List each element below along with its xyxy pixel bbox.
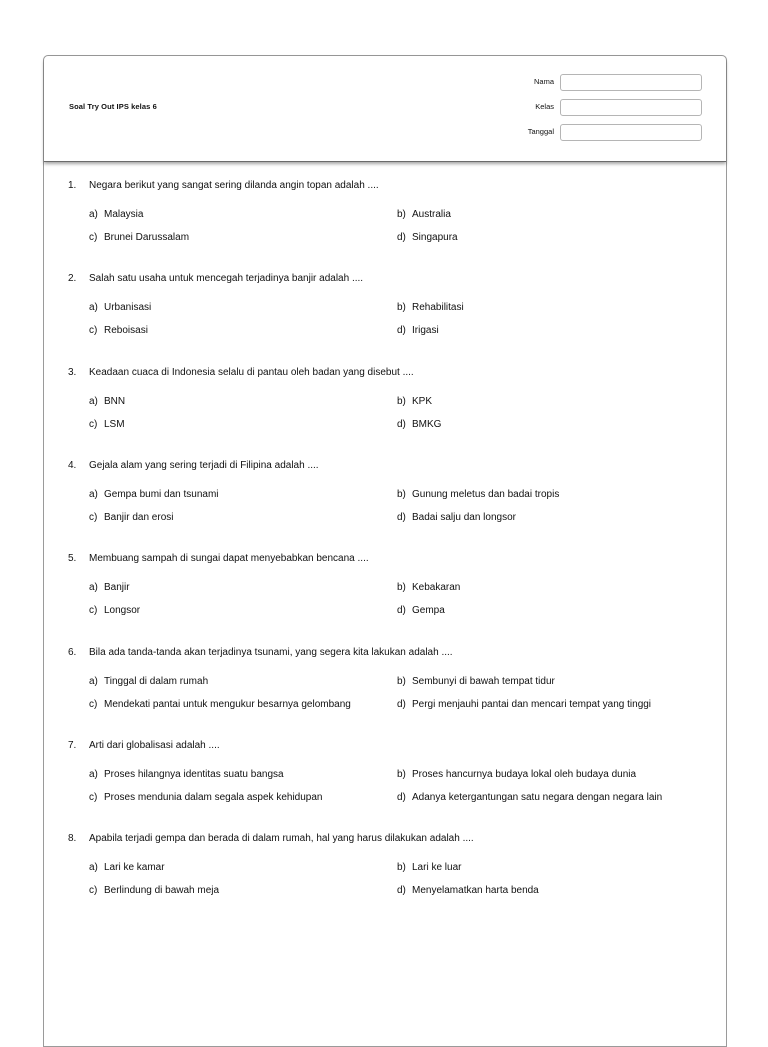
option-text: Malaysia bbox=[104, 209, 144, 220]
question-text bbox=[68, 833, 474, 844]
option-text: Urbanisasi bbox=[104, 302, 152, 314]
option-text: Reboisasi bbox=[104, 325, 148, 337]
question-text bbox=[68, 647, 453, 658]
answer-option[interactable] bbox=[89, 605, 140, 616]
option-letter: c) bbox=[89, 698, 98, 710]
question-number: 2. bbox=[68, 273, 77, 285]
option-text: Proses mendunia dalam segala aspek kehidupan bbox=[104, 791, 323, 803]
nama-input[interactable] bbox=[560, 74, 702, 91]
option-text: Lari ke luar bbox=[412, 862, 462, 874]
answer-option[interactable] bbox=[397, 605, 445, 616]
question-prompt: Apabila terjadi gempa dan berada di dalam rumah, hal yang harus dilakukan adalah .... bbox=[89, 833, 474, 845]
option-letter: c) bbox=[89, 418, 98, 430]
option-letter: d) bbox=[397, 325, 406, 337]
option-letter: a) bbox=[89, 302, 98, 314]
option-letter: b) bbox=[397, 395, 406, 407]
answer-option[interactable] bbox=[89, 769, 284, 780]
answer-option[interactable] bbox=[89, 419, 125, 430]
worksheet-title: Soal Try Out IPS kelas 6 bbox=[69, 102, 157, 111]
answer-option[interactable] bbox=[397, 582, 460, 593]
answer-option[interactable] bbox=[397, 862, 461, 873]
option-letter: a) bbox=[89, 862, 98, 874]
option-text: Irigasi bbox=[412, 325, 439, 337]
answer-option[interactable] bbox=[397, 302, 464, 313]
option-text: Badai salju dan longsor bbox=[412, 511, 516, 523]
option-text: Longsor bbox=[104, 605, 141, 617]
answer-option[interactable] bbox=[89, 862, 165, 873]
option-letter: a) bbox=[89, 395, 98, 407]
question-text bbox=[68, 553, 369, 564]
option-letter: d) bbox=[397, 232, 406, 243]
answer-option[interactable] bbox=[89, 302, 151, 313]
answer-option[interactable] bbox=[89, 396, 125, 407]
option-letter: b) bbox=[397, 768, 406, 780]
answer-option[interactable] bbox=[89, 582, 130, 593]
option-letter: d) bbox=[397, 605, 406, 617]
option-letter: b) bbox=[397, 488, 406, 500]
question-text bbox=[68, 460, 319, 471]
option-letter: d) bbox=[397, 885, 406, 897]
answer-option[interactable] bbox=[397, 676, 555, 687]
option-text: Rehabilitasi bbox=[412, 302, 464, 314]
option-text: Proses hancurnya budaya lokal oleh budaya dunia bbox=[412, 768, 637, 780]
option-letter: a) bbox=[89, 582, 98, 594]
option-text: Lari ke kamar bbox=[104, 862, 165, 874]
answer-option[interactable] bbox=[397, 792, 662, 803]
answer-option[interactable] bbox=[89, 209, 143, 220]
option-text: Mendekati pantai untuk mengukur besarnya gelombang bbox=[104, 698, 351, 710]
answer-option[interactable] bbox=[89, 232, 189, 243]
kelas-input[interactable] bbox=[560, 99, 702, 116]
question-prompt: Salah satu usaha untuk mencegah terjadinya banjir adalah .... bbox=[89, 273, 364, 285]
option-text: Pergi menjauhi pantai dan mencari tempat yang tinggi bbox=[412, 698, 652, 710]
option-letter: b) bbox=[397, 862, 406, 874]
option-letter: c) bbox=[89, 791, 98, 803]
question-text bbox=[68, 273, 363, 284]
option-text: Singapura bbox=[412, 232, 458, 243]
question-prompt: Membuang sampah di sungai dapat menyebabkan bencana .... bbox=[89, 553, 369, 565]
question-text bbox=[68, 740, 220, 751]
answer-option[interactable] bbox=[397, 209, 451, 220]
question-prompt: Arti dari globalisasi adalah .... bbox=[89, 739, 220, 751]
option-text: Menyelamatkan harta benda bbox=[412, 885, 539, 897]
option-letter: d) bbox=[397, 511, 406, 523]
option-text: LSM bbox=[104, 418, 125, 430]
option-text: Banjir bbox=[104, 582, 130, 594]
question-number: 6. bbox=[68, 646, 77, 658]
option-letter: c) bbox=[89, 885, 98, 897]
option-text: Tinggal di dalam rumah bbox=[104, 675, 209, 687]
question-number: 5. bbox=[68, 553, 77, 565]
answer-option[interactable] bbox=[397, 512, 516, 523]
option-letter: b) bbox=[397, 675, 406, 687]
answer-option[interactable] bbox=[89, 489, 219, 500]
answer-option[interactable] bbox=[397, 325, 439, 336]
answer-option[interactable] bbox=[89, 325, 148, 336]
answer-option[interactable] bbox=[397, 769, 636, 780]
option-letter: b) bbox=[397, 582, 406, 594]
option-text: Adanya ketergantungan satu negara dengan negara lain bbox=[412, 791, 663, 803]
option-letter: c) bbox=[89, 325, 98, 337]
answer-option[interactable] bbox=[397, 699, 651, 710]
option-letter: d) bbox=[397, 418, 406, 430]
option-letter: c) bbox=[89, 605, 98, 617]
answer-option[interactable] bbox=[397, 232, 458, 243]
option-text: Gunung meletus dan badai tropis bbox=[412, 488, 560, 500]
option-text: BMKG bbox=[412, 418, 442, 430]
option-letter: d) bbox=[397, 791, 406, 803]
option-letter: b) bbox=[397, 302, 406, 314]
answer-option[interactable] bbox=[397, 489, 559, 500]
option-text: Gempa bumi dan tsunami bbox=[104, 488, 219, 500]
question-prompt: Negara berikut yang sangat sering dilanda angin topan adalah .... bbox=[89, 180, 379, 191]
answer-option[interactable] bbox=[89, 792, 322, 803]
question-number: 4. bbox=[68, 459, 77, 471]
option-text: Banjir dan erosi bbox=[104, 511, 174, 523]
option-letter: a) bbox=[89, 209, 98, 220]
question-prompt: Keadaan cuaca di Indonesia selalu di pantau oleh badan yang disebut .... bbox=[89, 366, 414, 378]
option-letter: a) bbox=[89, 768, 98, 780]
option-letter: d) bbox=[397, 698, 406, 710]
option-letter: c) bbox=[89, 232, 98, 243]
option-text: BNN bbox=[104, 395, 126, 407]
answer-option[interactable] bbox=[89, 676, 208, 687]
answer-option[interactable] bbox=[89, 885, 219, 896]
answer-option[interactable] bbox=[397, 419, 441, 430]
option-text: Kebakaran bbox=[412, 582, 461, 594]
option-text: Berlindung di bawah meja bbox=[104, 885, 220, 897]
option-text: Proses hilangnya identitas suatu bangsa bbox=[104, 768, 284, 780]
question-number: 3. bbox=[68, 366, 77, 378]
answer-option[interactable] bbox=[89, 512, 173, 523]
question-number: 1. bbox=[68, 180, 77, 191]
question-text bbox=[68, 180, 379, 191]
option-text: KPK bbox=[412, 395, 433, 407]
kelas-label: Kelas bbox=[535, 102, 554, 111]
worksheet-header bbox=[44, 56, 726, 162]
question-prompt: Gejala alam yang sering terjadi di Filipina adalah .... bbox=[89, 459, 319, 471]
option-text: Gempa bbox=[412, 605, 445, 617]
option-text: Sembunyi di bawah tempat tidur bbox=[412, 675, 555, 687]
option-letter: a) bbox=[89, 675, 98, 687]
option-letter: b) bbox=[397, 209, 406, 220]
answer-option[interactable] bbox=[397, 396, 432, 407]
option-text: Australia bbox=[412, 209, 451, 220]
option-letter: a) bbox=[89, 488, 98, 500]
tanggal-input[interactable] bbox=[560, 124, 702, 141]
option-text: Brunei Darussalam bbox=[104, 232, 190, 243]
option-letter: c) bbox=[89, 511, 98, 523]
tanggal-label: Tanggal bbox=[527, 127, 554, 136]
question-text bbox=[68, 367, 414, 378]
question-number: 8. bbox=[68, 833, 77, 845]
answer-option[interactable] bbox=[397, 885, 539, 896]
nama-label: Nama bbox=[533, 77, 554, 86]
answer-option[interactable] bbox=[89, 699, 351, 710]
worksheet bbox=[43, 55, 727, 1047]
question-number: 7. bbox=[68, 739, 77, 751]
question-prompt: Bila ada tanda-tanda akan terjadinya tsunami, yang segera kita lakukan adalah .... bbox=[89, 646, 453, 658]
